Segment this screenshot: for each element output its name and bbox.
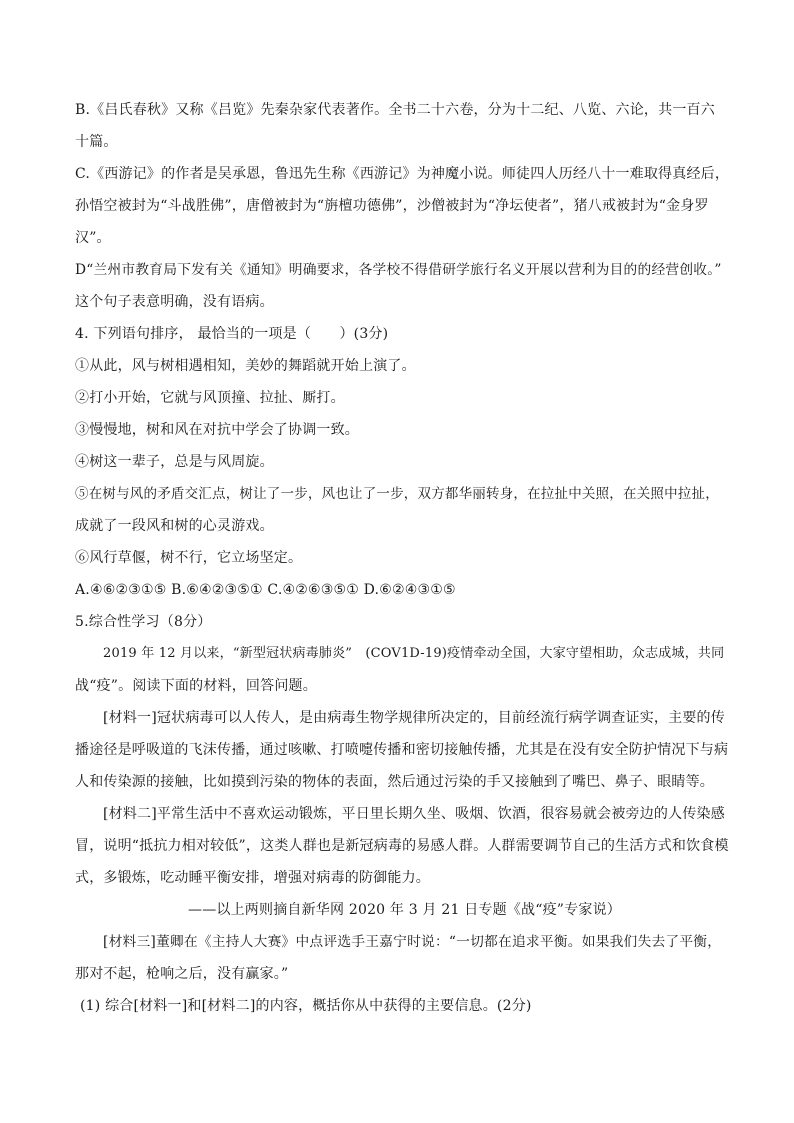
option-c-line-3: 汉”。 [75,230,111,246]
q5-subquestion-1: (1) 综合[材料一]和[材料二]的内容，概括你从中获得的主要信息。(2分) [80,998,532,1014]
q4-sentence-5-line-2: 成就了一段风和树的心灵游戏。 [75,518,274,534]
q4-sentence-2: ②打小开始，它就与风顶撞、拉扯、厮打。 [75,390,345,406]
q5-intro-line-1: 2019 年 12 月以来，“新型冠状病毒肺炎” (COV1D-19)疫情牵动全国，大家守望相助，众志成城，共同 [103,646,725,661]
material-2-line-1: [材料二]平常生活中不喜欢运动锻炼，平日里长期久坐、吸烟、饮酒，很容易就会被旁边的人传染感 [103,806,725,822]
option-c-line-2: 孙悟空被封为“斗战胜佛”，唐僧被封为“旃檀功德佛”，沙僧被封为“净坛使者”，猪八戒被封为“金身罗 [75,198,709,214]
option-c-line-1: C.《西游记》的作者是吴承恩，鲁迅先生称《西游记》为神魔小说。师徒四人历经八十一难取得真经后， [75,166,730,182]
question-4-stem: 4. 下列语句排序， 最恰当的一项是（ ）(3分) [75,326,389,342]
material-2-line-2: 冒，说明“抵抗力相对较低”，这类人群也是新冠病毒的易感人群。人群需要调节自己的生活方式和饮食模 [75,838,729,854]
option-b-line-2: 十篇。 [75,134,118,150]
question-5-title: 5.综合性学习（8分） [75,614,212,630]
materials-source-note: ——以上两则摘自新华网 2020 年 3 月 21 日专题《战“疫”专家说） [188,902,621,918]
q4-sentence-1: ①从此，风与树相遇相知，美妙的舞蹈就开始上演了。 [75,358,416,374]
q5-intro-line-2: 战“疫”。阅读下面的材料，回答问题。 [75,678,317,694]
q4-answer-choices: A.④⑥②③①⑤ B.⑥④②③⑤① C.④②⑥③⑤① D.⑥②④③①⑤ [75,582,456,598]
material-1-line-3: 人和传染源的接触，比如摸到污染的物体的表面，然后通过污染的手又接触到了嘴巴、鼻子、眼睛等。 [75,774,714,790]
option-d-line-2: 这个句子表意明确，没有语病。 [75,294,274,310]
material-3-line-1: [材料三]董卿在《主持人大赛》中点评选手王嘉宁时说：“一切都在追求平衡。如果我们失去了平衡， [103,934,722,950]
q4-sentence-5-line-1: ⑤在树与风的矛盾交汇点，树让了一步，风也让了一步，双方都华丽转身，在拉扯中关照，在关照中拉扯， [75,486,719,502]
q4-sentence-3: ③慢慢地，树和风在对抗中学会了协调一致。 [75,422,359,438]
material-1-line-1: [材料一]冠状病毒可以人传人，是由病毒生物学规律所决定的，目前经流行病学调查证实，主要的传 [103,710,725,726]
option-d-line-1: D“兰州市教育局下发有关《通知》明确要求，各学校不得借研学旅行名义开展以营利为目的的经营创收。” [75,262,722,278]
option-b-line-1: B.《吕氏春秋》又称《吕览》先秦杂家代表著作。全书二十六卷，分为十二纪、八览、六论，共一百六 [75,102,715,118]
material-1-line-2: 播途径是呼吸道的飞沫传播，通过咳嗽、打喷嚏传播和密切接触传播，尤其是在没有安全防护情况下与病 [75,742,729,758]
material-3-line-2: 那对不起，枪响之后，没有赢家。” [75,966,289,982]
material-2-line-3: 式，多锻炼，吃动睡平衡安排，增强对病毒的防御能力。 [75,870,430,886]
q4-sentence-4: ④树这一辈子，总是与风周旋。 [75,454,274,470]
q4-sentence-6: ⑥风行草偃，树不行，它立场坚定。 [75,550,303,566]
